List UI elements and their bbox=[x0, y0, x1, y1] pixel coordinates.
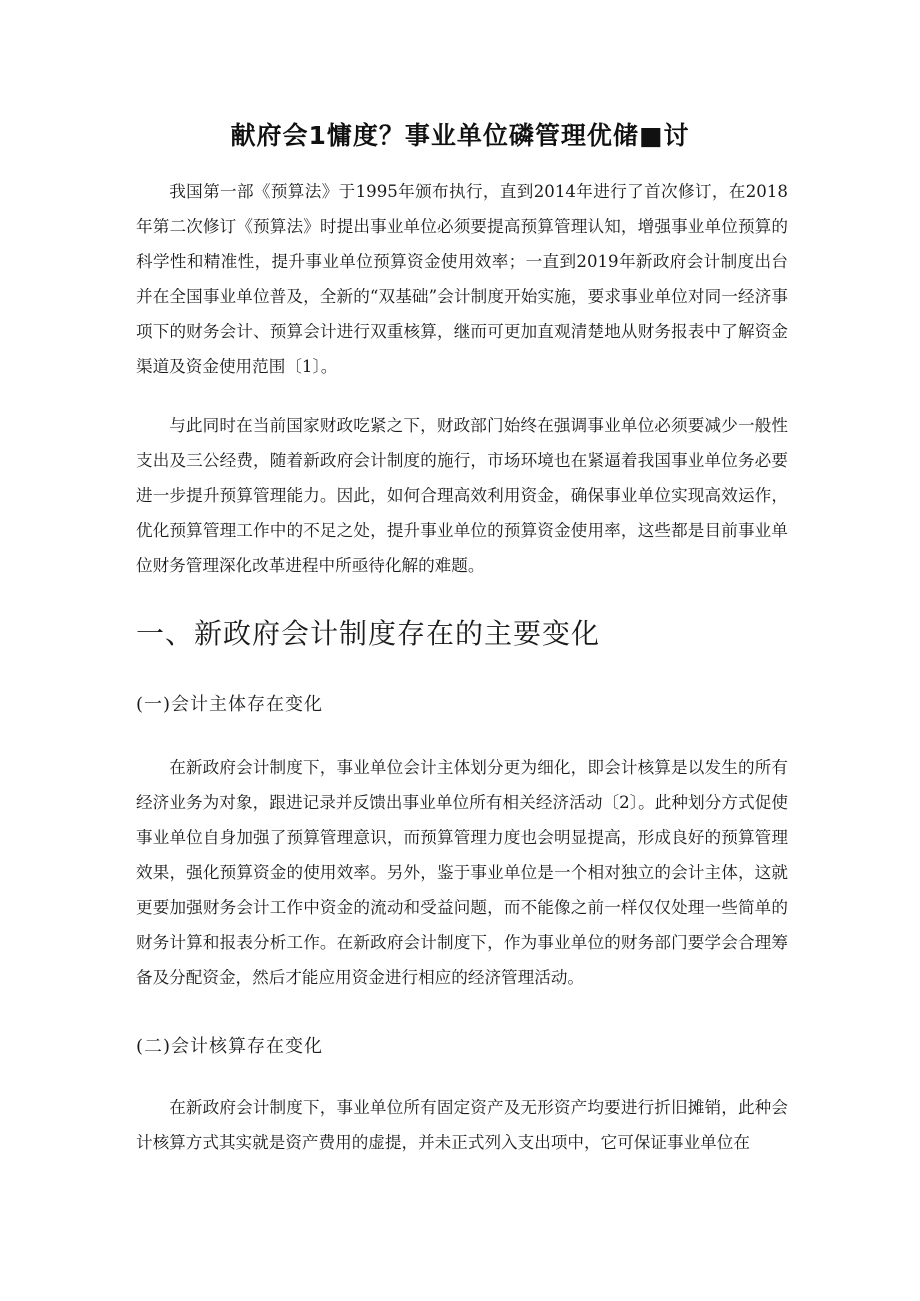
subsection-1-paragraph: 在新政府会计制度下，事业单位会计主体划分更为细化，即会计核算是以发生的所有经济业务为对象，跟进记录并反馈出事业单位所有相关经济活动〔2〕。此种划分方式促使事业单位自身加强了预算管理意识，而预算管理力度也会明显提高，形成良好的预算管理效果，强化预算资金的使用效率。另外，鉴于事业单位是一个相对独立的会计主体，这就更要加强财务会计工作中资金的流动和受益问题，而不能像之前一样仅仅处理一些简单的财务计算和报表分析工作。在新政府会计制度下，作为事业单位的财务部门要学会合理筹备及分配资金，然后才能应用资金进行相应的经济管理活动。 bbox=[136, 758, 788, 987]
document-title: 献府会1慵度？事业单位磷管理优储■讨 bbox=[230, 121, 690, 150]
subsection-heading-1: (一)会计主体存在变化 bbox=[136, 694, 324, 715]
subsection-2-paragraph: 在新政府会计制度下，事业单位所有固定资产及无形资产均要进行折旧摊销，此种会计核算方式其实就是资产费用的虚提，并未正式列入支出项中，它可保证事业单位在 bbox=[136, 1098, 788, 1152]
intro-paragraph-2: 与此同时在当前国家财政吃紧之下，财政部门始终在强调事业单位必须要减少一般性支出及三公经费，随着新政府会计制度的施行，市场环境也在紧逼着我国事业单位务必要进一步提升预算管理能力。因此，如何合理高效利用资金，确保事业单位实现高效运作，优化预算管理工作中的不足之处，提升事业单位的预算资金使用率，这些都是目前事业单位财务管理深化改革进程中所亟待化解的难题。 bbox=[136, 416, 788, 575]
section-heading: 一、新政府会计制度存在的主要变化 bbox=[136, 617, 601, 650]
subsection-heading-2: (二)会计核算存在变化 bbox=[136, 1036, 324, 1057]
intro-paragraph-1: 我国第一部《预算法》于1995年颁布执行，直到2014年进行了首次修订，在2018年第二次修订《预算法》时提出事业单位必须要提高预算管理认知，增强事业单位预算的科学性和精准性，提升事业单位预算资金使用效率；一直到2019年新政府会计制度出台并在全国事业单位普及，全新的“双基础”会计制度开始实施，要求事业单位对同一经济事项下的财务会计、预算会计进行双重核算，继而可更加直观清楚地从财务报表中了解资金渠道及资金使用范围〔1〕。 bbox=[136, 182, 788, 376]
